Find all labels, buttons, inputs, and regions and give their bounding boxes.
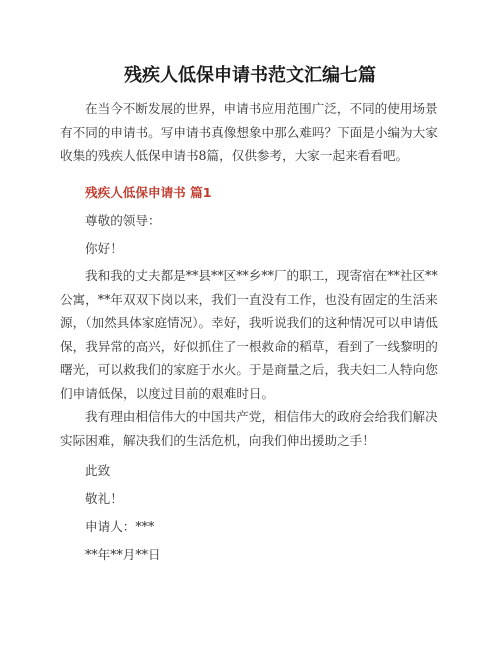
salutation: 尊敬的领导：	[85, 213, 161, 228]
intro-paragraph: 在当今不断发展的世界，申请书应用范围广泛，不同的使用场景有不同的申请书。写申请书真像想象中那么难吗？下面是小编为大家收集的残疾人低保申请书8篇，仅供参考，大家一起来看看吧。	[60, 101, 438, 163]
closing-jing-li: 敬礼！	[85, 491, 123, 506]
greeting: 你好！	[85, 241, 123, 256]
body-paragraph-2: 我有理由相信伟大的中国共产党，相信伟大的政府会给我们解决实际困难，解决我们的生活危机，向我们伸出援助之手！	[60, 409, 438, 448]
document-title: 残疾人低保申请书范文汇编七篇	[124, 65, 376, 86]
body-paragraph-1: 我和我的丈夫都是**县**区**乡**厂的职工，现寄宿在**社区**公寓，**年双双下岗以来，我们一直没有工作，也没有固定的生活来源，（加然具体家庭情况）。幸好，我听说我们的这种情况可以申请低保，我异常的高兴，好似抓住了一根救命的稻草，看到了一线黎明的曙光，可以救我们的家庭于水火。于是商量之后，我夫妇二人特向您们申请低保，以度过目前的艰难时日。	[60, 268, 438, 401]
closing-ci-zhi: 此致	[85, 463, 111, 478]
section-title: 残疾人低保申请书 篇1	[85, 185, 212, 200]
applicant-signature: 申请人：***	[85, 519, 155, 534]
document-date: **年**月**日	[85, 547, 161, 562]
